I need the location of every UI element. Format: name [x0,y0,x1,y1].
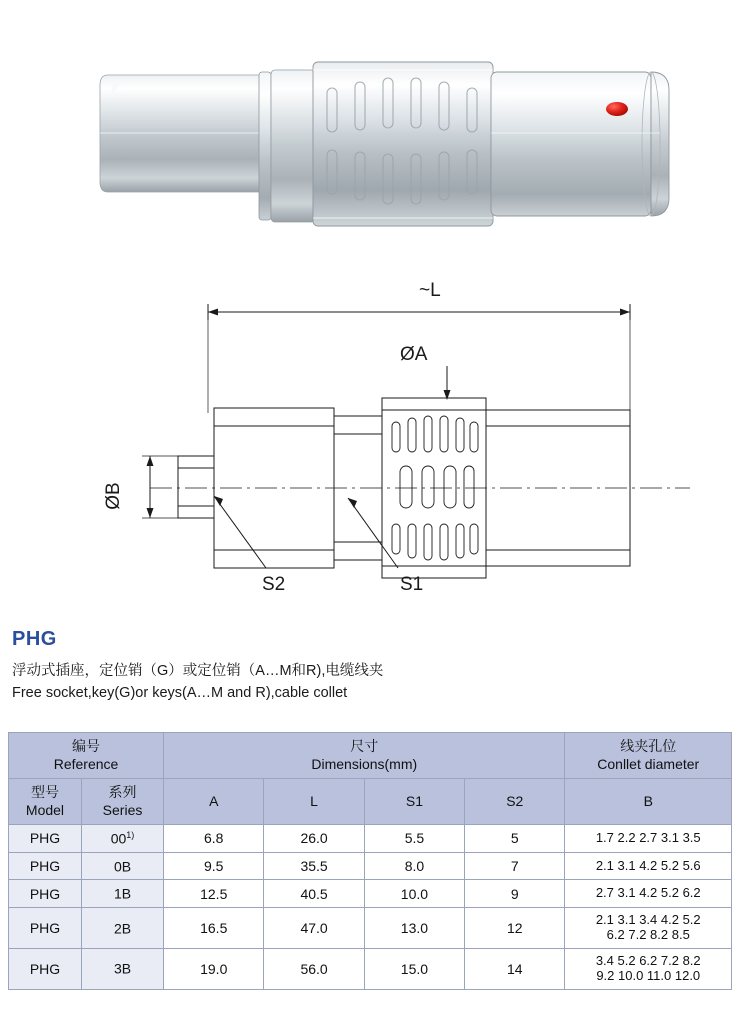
technical-drawing-svg [0,268,740,620]
label-overall-length: ~L [419,280,441,301]
label-s2: S2 [262,574,286,595]
connector-photo-svg [0,0,740,268]
cell-b [565,907,732,948]
cell-s1: 8.0 [364,852,464,880]
table-body [9,825,732,990]
cell-s2: 7 [465,852,565,880]
table-header-group-row [9,733,732,779]
cell-a: 12.5 [164,880,264,908]
cell-b-line1: 3.4 5.2 6.2 7.2 8.2 [595,952,701,968]
label-diameter-a: ØA [400,344,428,365]
cell-series-value: 2B [113,920,132,937]
cell-s2: 14 [465,948,565,989]
header-collet-diameter [565,733,732,779]
cell-l: 47.0 [264,907,364,948]
header-dimensions-en: Dimensions(mm) [311,755,418,772]
subheader-s1: S1 [364,779,464,825]
cell-s1: 10.0 [364,880,464,908]
cell-series [81,880,163,908]
table-subheader-row [9,779,732,825]
cell-model: PHG [9,852,82,880]
cell-series [81,852,163,880]
cell-s1: 13.0 [364,907,464,948]
cell-model: PHG [9,948,82,989]
cell-a: 19.0 [164,948,264,989]
cell-b-line1: 2.1 3.1 3.4 4.2 5.2 [595,911,701,927]
table-row [9,852,732,880]
cell-series [81,907,163,948]
cell-series-value: 3B [113,961,132,978]
cell-b-line1: 1.7 2.2 2.7 3.1 3.5 [595,829,701,845]
cell-a: 16.5 [164,907,264,948]
collet-outline [178,456,214,518]
cell-s1: 5.5 [364,825,464,853]
technical-drawing [0,268,740,620]
subheader-series [81,779,163,825]
header-collet-diameter-cn: 线夹孔位 [620,738,677,754]
cell-series-footnote: 1) [126,830,135,840]
subheader-model-en: Model [25,801,65,818]
label-s1: S1 [400,574,424,595]
table-row [9,880,732,908]
collar-ring [259,70,315,222]
cell-series [81,948,163,989]
label-diameter-b: ØB [103,482,124,510]
header-reference-cn: 编号 [72,738,101,754]
cell-b [565,852,732,880]
subheader-model-cn: 型号 [30,784,59,800]
cell-a: 9.5 [164,852,264,880]
specification-table-wrapper [8,732,732,990]
table-row [9,907,732,948]
cell-series [81,825,163,853]
cell-b [565,948,732,989]
subheader-series-cn: 系列 [108,784,137,800]
table-head [9,733,732,825]
header-dimensions [164,733,565,779]
leader-s2 [214,496,266,568]
cell-series-value: 1B [113,885,132,902]
header-reference-en: Reference [53,755,119,772]
subheader-s2: S2 [465,779,565,825]
cell-a: 6.8 [164,825,264,853]
table-row [9,825,732,853]
cell-s2: 12 [465,907,565,948]
cell-b-line1: 2.7 3.1 4.2 5.2 6.2 [595,885,701,901]
table-row [9,948,732,989]
cell-l: 40.5 [264,880,364,908]
cell-s2: 5 [465,825,565,853]
leader-s1 [348,498,398,568]
subheader-series-en: Series [102,801,143,818]
cell-l: 35.5 [264,852,364,880]
knurled-section [313,62,493,226]
cell-b-line2: 9.2 10.0 11.0 12.0 [596,967,701,983]
cell-model: PHG [9,907,82,948]
subheader-a: A [164,779,264,825]
cell-s2: 9 [465,880,565,908]
connector-photo [0,0,740,268]
cell-l: 56.0 [264,948,364,989]
cell-b [565,880,732,908]
cell-series-value: 0B [113,858,132,875]
subheader-model [9,779,82,825]
description-english: Free socket,key(G)or keys(A…M and R),cable collet [12,685,348,702]
cell-b-line2: 6.2 7.2 8.2 8.5 [606,926,690,942]
subheader-l: L [264,779,364,825]
header-dimensions-cn: 尺寸 [350,738,379,754]
cell-l: 26.0 [264,825,364,853]
subheader-b: B [565,779,732,825]
cell-b [565,825,732,853]
page-title: PHG [12,628,57,650]
cell-model: PHG [9,825,82,853]
cell-series-value: 00 [110,830,127,847]
header-reference [9,733,164,779]
product-description [12,628,728,704]
cell-model: PHG [9,880,82,908]
cell-s1: 15.0 [364,948,464,989]
description-chinese: 浮动式插座，定位销（G）或定位销（A…M和R),电缆线夹 [12,663,384,679]
specification-table [8,732,732,990]
red-indicator-dot [606,102,628,116]
cell-b-line1: 2.1 3.1 4.2 5.2 5.6 [595,857,701,873]
front-shell [491,72,669,216]
header-collet-diameter-en: Conllet diameter [597,755,700,772]
